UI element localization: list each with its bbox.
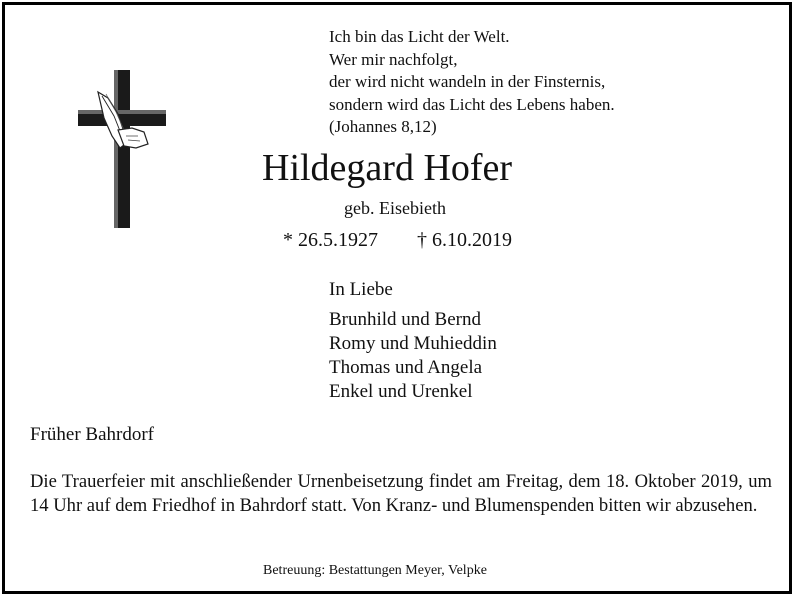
mourner-name: Enkel und Urenkel — [329, 381, 473, 402]
funeral-home-credit: Betreuung: Bestattungen Meyer, Velpke — [263, 563, 487, 578]
cross-with-praying-hands-icon — [78, 70, 166, 228]
funeral-notice: Die Trauerfeier mit anschließender Urnenbeisetzung findet am Freitag, dem 18. Oktober 2019, um 14 Uhr auf dem Friedhof in Bahrdorf statt. Von Kranz- und Blumenspenden bitten wir abzusehen. — [30, 471, 772, 516]
death-date: † 6.10.2019 — [417, 229, 512, 251]
mourners-intro: In Liebe — [329, 279, 393, 300]
birth-date: * 26.5.1927 — [283, 229, 378, 251]
deceased-name: Hildegard Hofer — [262, 147, 513, 189]
mourner-name: Thomas und Angela — [329, 357, 483, 378]
verse-line: der wird nicht wandeln in der Finsternis, — [329, 72, 606, 91]
verse-line: Ich bin das Licht der Welt. — [329, 27, 510, 46]
maiden-name: geb. Eisebieth — [344, 198, 446, 218]
bible-verse — [329, 26, 615, 139]
verse-reference: (Johannes 8,12) — [329, 117, 437, 136]
mourner-name: Romy und Muhieddin — [329, 333, 497, 354]
former-residence: Früher Bahrdorf — [30, 424, 154, 445]
verse-line: sondern wird das Licht des Lebens haben. — [329, 94, 615, 114]
mourners-list — [329, 278, 497, 404]
verse-line: Wer mir nachfolgt, — [329, 49, 458, 69]
mourner-name: Brunhild und Bernd — [329, 309, 481, 330]
